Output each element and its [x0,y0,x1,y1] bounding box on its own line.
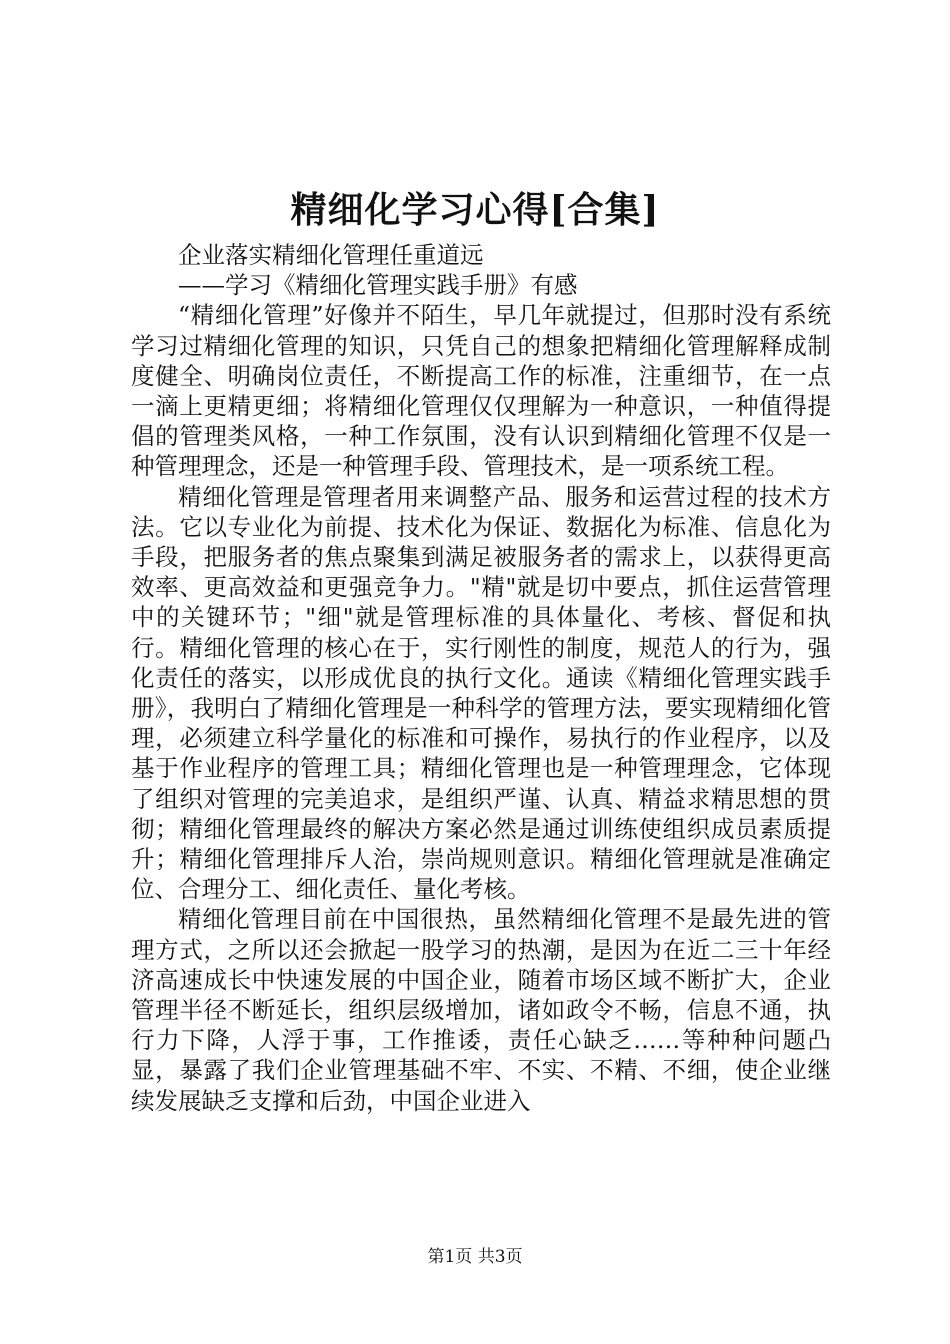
paragraph-3: 精细化管理目前在中国很热，虽然精细化管理不是最先进的管理方式，之所以还会掀起一股学习的热潮，是因为在近二三十年经济高速成长中快速发展的中国企业，随着市场区域不断扩大，企业管理半径不断延长，组织层级增加，诸如政令不畅，信息不通，执行力下降，人浮于事，工作推诿，责任心缺乏……等种种问题凸显，暴露了我们企业管理基础不牢、不实、不精、不细，使企业继续发展缺乏支撑和后劲，中国企业进入 [131,905,831,1115]
subtitle-line-2: ——学习《精细化管理实践手册》有感 [178,271,578,300]
document-title: 精细化学习心得[合集] [290,189,660,231]
page-footer: 第1页 共3页 [427,1247,523,1267]
subtitle-line-1: 企业落实精细化管理任重道远 [178,241,484,269]
paragraph-2: 精细化管理是管理者用来调整产品、服务和运营过程的技术方法。它以专业化为前提、技术化为保证、数据化为标准、信息化为手段，把服务者的焦点聚集到满足被服务者的需求上，以获得更高效率、更高效益和更强竞争力。"精"就是切中要点，抓住运营管理中的关键环节；"细"就是管理标准的具体量化、考核、督促和执行。精细化管理的核心在于，实行刚性的制度，规范人的行为，强化责任的落实，以形成优良的执行文化。通读《精细化管理实践手册》，我明白了精细化管理是一种科学的管理方法，要实现精细化管理，必须建立科学量化的标准和可操作，易执行的作业程序，以及基于作业程序的管理工具；精细化管理也是一种管理理念，它体现了组织对管理的完美追求，是组织严谨、认真、精益求精思想的贯彻；精细化管理最终的解决方案必然是通过训练使组织成员素质提升；精细化管理排斥人治，崇尚规则意识。精细化管理就是准确定位、合理分工、细化责任、量化考核。 [131,482,831,904]
paragraph-1: “精细化管理”好像并不陌生，早几年就提过，但那时没有系统学习过精细化管理的知识，只凭自己的想象把精细化管理解释成制度健全、明确岗位责任，不断提高工作的标准，注重细节，在一点一滴上更精更细；将精细化管理仅仅理解为一种意识，一种值得提倡的管理类风格，一种工作氛围，没有认识到精细化管理不仅是一种管理理念，还是一种管理手段、管理技术，是一项系统工程。 [131,301,831,481]
document-body [131,240,831,1116]
